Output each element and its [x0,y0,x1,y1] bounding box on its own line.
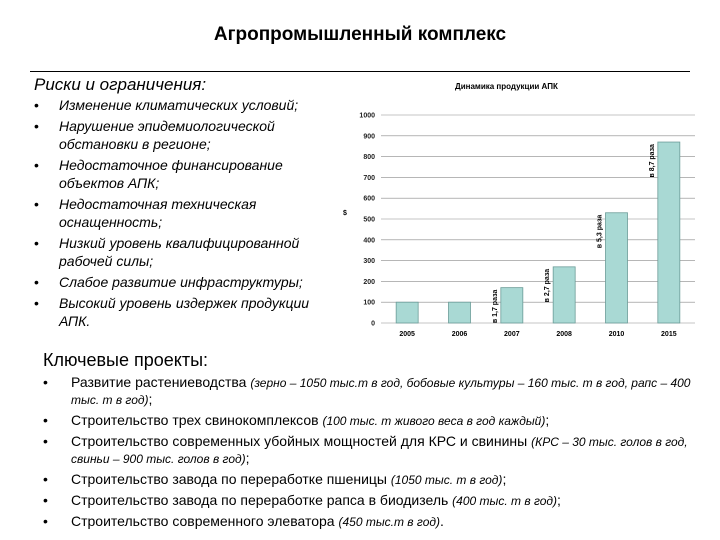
bar-annotation: в 5,3 раза [596,214,604,249]
risk-text: Слабое развитие инфраструктуры; [59,274,303,290]
y-tick-label: 100 [363,299,375,307]
bullet-icon: • [43,374,48,390]
project-end: ; [545,412,550,428]
bullet-icon: • [43,492,48,508]
x-tick-label: 2010 [608,331,625,338]
y-tick-label: 800 [363,154,375,162]
bullet-icon: • [43,433,48,449]
risk-item [34,156,334,192]
bar [658,142,680,323]
bullet-icon: • [34,274,39,290]
bullet-icon: • [34,118,39,134]
risks-heading: Риски и ограничения: [34,75,207,94]
bullet-icon: • [34,157,39,173]
project-item [43,471,693,488]
x-tick-label: 2007 [504,331,520,338]
project-main: Строительство трех свинокомплексов [71,412,319,428]
risk-text: Нарушение эпидемиологической обстановки в регионе; [59,118,275,152]
risk-text: Низкий уровень квалифицированной рабочей силы; [59,235,300,269]
project-end: ; [148,391,153,407]
title-divider [30,71,690,72]
bar-annotation: в 8,7 раза [648,144,656,178]
chart-ylabel: $ [343,210,347,217]
y-tick-label: 300 [363,258,375,266]
x-tick-label: 2008 [556,331,572,338]
project-end: ; [557,492,561,508]
risk-item [34,96,334,114]
risk-item [34,234,334,270]
risks-list [34,96,334,333]
risk-item [34,273,334,291]
bullet-icon: • [34,235,39,251]
project-main: Развитие растениеводства [71,374,247,390]
bullet-icon: • [34,196,39,212]
risk-item [34,195,334,231]
page-title: Агропромышленный комплекс [213,24,507,45]
bar [501,288,523,323]
y-tick-label: 900 [363,133,375,141]
projects-heading: Ключевые проекты: [43,350,209,370]
bullet-icon: • [34,295,39,311]
y-tick-label: 400 [363,237,375,245]
chart-svg [335,75,703,345]
project-item [43,492,693,509]
x-tick-label: 2006 [451,331,468,338]
risk-text: Недостаточная техническая оснащенность; [59,196,257,230]
project-detail: (100 тыс. т живого веса в год каждый) [322,414,546,428]
project-item [43,412,693,429]
project-main: Строительство современного элеватора [71,513,335,529]
y-tick-label: 500 [363,216,375,224]
project-item [43,374,693,408]
project-end: . [440,513,444,529]
project-detail: (450 тыс.т в год) [338,515,440,529]
y-tick-label: 1000 [359,112,375,120]
project-detail: (400 тыс. т в год) [452,494,558,508]
bullet-icon: • [34,97,39,113]
risk-text: Недостаточное финансирование объектов АПК; [59,157,283,191]
risk-text: Изменение климатических условий; [59,97,299,113]
risk-item [34,294,334,330]
bar [449,302,471,323]
chart-title: Динамика продукции АПК [455,82,558,91]
project-item [43,513,693,530]
project-detail: (зерно – 1050 тыс.т в год, бобовые культуры – 160 тыс. т в год, рапс – 400 тыс. т в год) [71,376,691,407]
project-main: Строительство завода по переработке пшеницы [71,471,387,487]
project-main: Строительство современных убойных мощностей для КРС и свинины [71,433,528,449]
bullet-icon: • [43,513,48,529]
y-tick-label: 700 [363,174,375,182]
bar [396,302,418,323]
bar [606,213,628,323]
bar [553,267,575,323]
x-tick-label: 2015 [661,331,677,338]
y-tick-label: 200 [363,278,375,286]
project-main: Строительство завода по переработке рапса в биодизель [71,492,449,508]
bar-annotation: в 1,7 раза [491,289,499,324]
bullet-icon: • [43,471,48,487]
project-detail: (КРС – 30 тыс. голов в год, свиньи – 900 тыс. голов в год) [71,435,688,466]
project-item [43,433,693,467]
production-chart [335,75,703,345]
project-detail: (1050 тыс. т в год) [390,473,503,487]
x-tick-label: 2005 [399,331,415,338]
risk-text: Высокий уровень издержек продукции АПК. [59,295,310,329]
risk-item [34,117,334,153]
project-end: ; [245,450,250,466]
y-tick-label: 600 [363,195,375,203]
bar-annotation: в 2,7 раза [544,268,552,303]
project-end: ; [502,471,507,487]
y-tick-label: 0 [371,320,375,328]
bullet-icon: • [43,412,48,428]
projects-list [43,374,693,534]
